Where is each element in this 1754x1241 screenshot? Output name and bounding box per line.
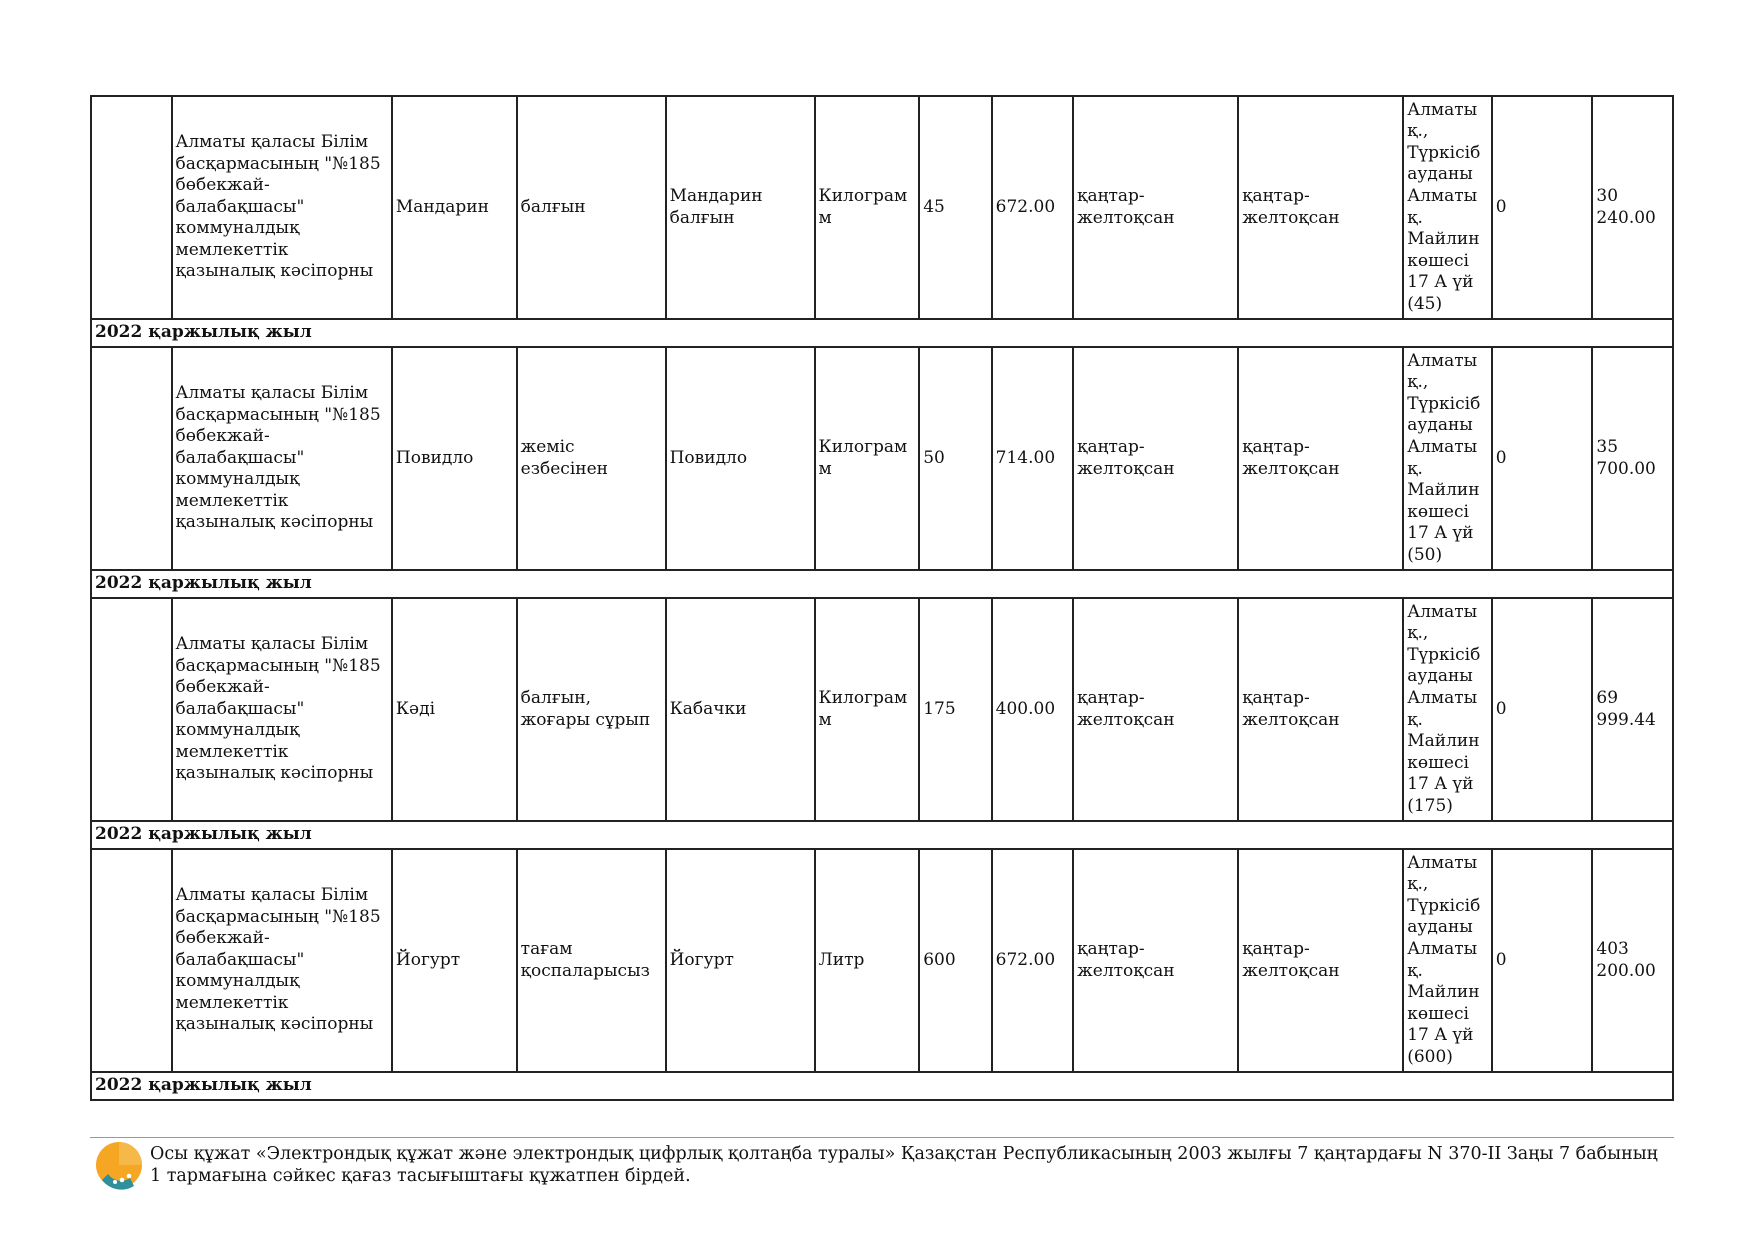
cell-name-ru: Повидло — [666, 347, 815, 570]
cell-name-kz: Кәді — [392, 598, 517, 821]
cell-period-to: қаңтар-желтоқсан — [1238, 347, 1403, 570]
cell-customer: Алматы қаласы Білім басқармасының "№185 бөбекжай-балабақшасы" коммуналдық мемлекеттік қазыналық кәсіпорны — [172, 598, 392, 821]
cell-period-to: қаңтар-желтоқсан — [1238, 96, 1403, 319]
cell-quantity: 45 — [919, 96, 991, 319]
fiscal-year-label: 2022 қаржылық жыл — [91, 821, 1673, 849]
cell-name-kz: Йогурт — [392, 849, 517, 1072]
cell-price: 672.00 — [992, 96, 1074, 319]
table-row — [91, 96, 1673, 319]
cell-total: 30 240.00 — [1592, 96, 1673, 319]
table-row — [91, 849, 1673, 1072]
egov-logo-icon — [94, 1140, 144, 1192]
cell-unit: Килограмм — [815, 96, 920, 319]
fiscal-year-row — [91, 570, 1673, 598]
table-row — [91, 598, 1673, 821]
cell-advance: 0 — [1492, 849, 1593, 1072]
procurement-table — [90, 95, 1674, 1101]
cell-name-kz: Мандарин — [392, 96, 517, 319]
cell-period-from: қаңтар-желтоқсан — [1073, 849, 1238, 1072]
cell-unit: Литр — [815, 849, 920, 1072]
cell-unit: Килограмм — [815, 598, 920, 821]
cell-name-ru: Йогурт — [666, 849, 815, 1072]
cell-advance: 0 — [1492, 96, 1593, 319]
cell-delivery-place: Алматы қ., Түркісіб ауданы Алматы қ. Майлин көшесі 17 А үй (45) — [1403, 96, 1492, 319]
cell-quantity: 175 — [919, 598, 991, 821]
cell-quantity: 600 — [919, 849, 991, 1072]
cell-characteristic: балғын, жоғары сұрып — [517, 598, 666, 821]
cell-number — [91, 598, 172, 821]
cell-characteristic: балғын — [517, 96, 666, 319]
cell-delivery-place: Алматы қ., Түркісіб ауданы Алматы қ. Майлин көшесі 17 А үй (600) — [1403, 849, 1492, 1072]
fiscal-year-label: 2022 қаржылық жыл — [91, 1072, 1673, 1100]
cell-customer: Алматы қаласы Білім басқармасының "№185 бөбекжай-балабақшасы" коммуналдық мемлекеттік қазыналық кәсіпорны — [172, 849, 392, 1072]
cell-number — [91, 849, 172, 1072]
fiscal-year-row — [91, 319, 1673, 347]
fiscal-year-row — [91, 1072, 1673, 1100]
cell-total: 403 200.00 — [1592, 849, 1673, 1072]
cell-number — [91, 347, 172, 570]
fiscal-year-label: 2022 қаржылық жыл — [91, 570, 1673, 598]
cell-customer: Алматы қаласы Білім басқармасының "№185 бөбекжай-балабақшасы" коммуналдық мемлекеттік қазыналық кәсіпорны — [172, 96, 392, 319]
cell-quantity: 50 — [919, 347, 991, 570]
footer-divider — [90, 1137, 1674, 1138]
cell-period-from: қаңтар-желтоқсан — [1073, 96, 1238, 319]
cell-unit: Килограмм — [815, 347, 920, 570]
table-row — [91, 347, 1673, 570]
cell-price: 672.00 — [992, 849, 1074, 1072]
cell-period-to: қаңтар-желтоқсан — [1238, 849, 1403, 1072]
cell-name-kz: Повидло — [392, 347, 517, 570]
cell-price: 400.00 — [992, 598, 1074, 821]
cell-advance: 0 — [1492, 598, 1593, 821]
footer-legal-note: Осы құжат «Электрондық құжат және электрондық цифрлық қолтаңба туралы» Қазақстан Республикасының 2003 жылғы 7 қаңтардағы N 370-II Заңы 7 бабының 1 тармағына сәйкес қағаз тасығыштағы құжатпен бірдей. — [150, 1144, 1658, 1186]
cell-delivery-place: Алматы қ., Түркісіб ауданы Алматы қ. Майлин көшесі 17 А үй (175) — [1403, 598, 1492, 821]
cell-name-ru: Кабачки — [666, 598, 815, 821]
cell-customer: Алматы қаласы Білім басқармасының "№185 бөбекжай-балабақшасы" коммуналдық мемлекеттік қазыналық кәсіпорны — [172, 347, 392, 570]
cell-advance: 0 — [1492, 347, 1593, 570]
cell-characteristic: тағам қоспаларысыз — [517, 849, 666, 1072]
cell-total: 69 999.44 — [1592, 598, 1673, 821]
cell-period-from: қаңтар-желтоқсан — [1073, 347, 1238, 570]
cell-name-ru: Мандарин балғын — [666, 96, 815, 319]
cell-delivery-place: Алматы қ., Түркісіб ауданы Алматы қ. Майлин көшесі 17 А үй (50) — [1403, 347, 1492, 570]
cell-period-to: қаңтар-желтоқсан — [1238, 598, 1403, 821]
cell-characteristic: жеміс езбесінен — [517, 347, 666, 570]
cell-total: 35 700.00 — [1592, 347, 1673, 570]
fiscal-year-row — [91, 821, 1673, 849]
cell-period-from: қаңтар-желтоқсан — [1073, 598, 1238, 821]
fiscal-year-label: 2022 қаржылық жыл — [91, 319, 1673, 347]
cell-price: 714.00 — [992, 347, 1074, 570]
cell-number — [91, 96, 172, 319]
